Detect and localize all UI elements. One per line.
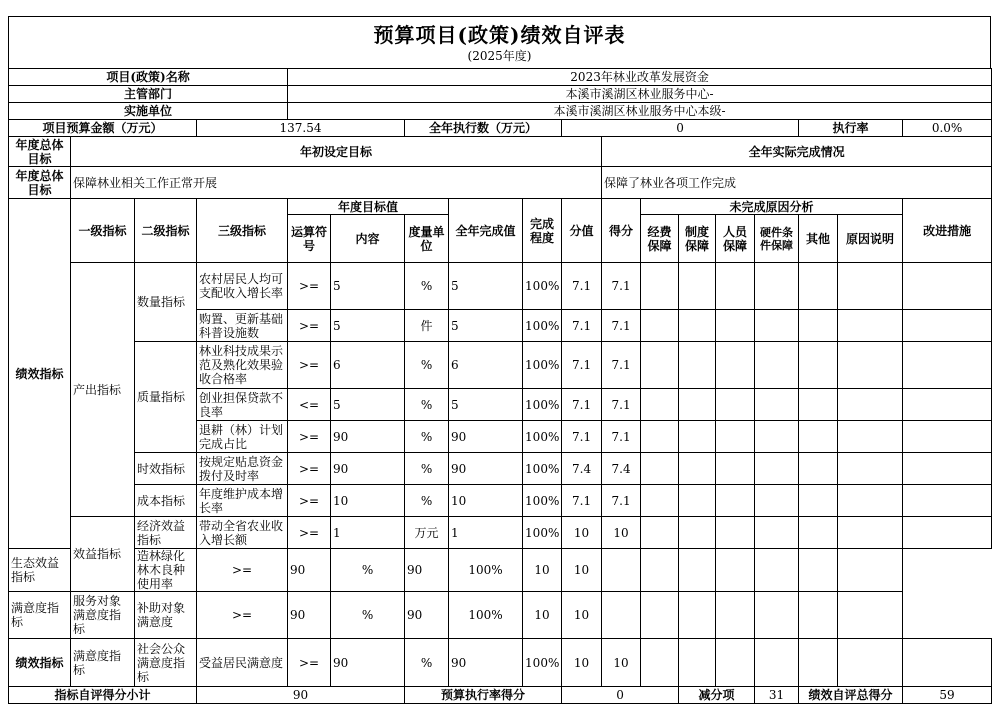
score-value: 7.1 [562,421,602,453]
reason-hardware-cell [755,421,799,453]
reason-note-cell [838,639,903,687]
reason-other-cell [799,453,838,485]
reason-note-cell [838,421,903,453]
content-value: 90 [331,421,405,453]
degree-value: 100% [523,263,562,310]
unit-value: 万元 [405,517,449,549]
reason-other-cell [755,549,799,592]
degree-header: 完成程度 [523,199,562,263]
reason-other-cell [799,310,838,342]
op-value: >= [288,342,331,389]
goal-header-label: 年度总体目标 [9,137,71,167]
unit-value: 本溪市溪湖区林业服务中心本级- [288,103,992,120]
score-value: 10 [523,549,562,592]
actual-value: 5 [449,263,523,310]
degree-value: 100% [523,639,562,687]
got-value: 7.1 [602,389,641,421]
improve-cell [903,342,992,389]
improve-cell [903,485,992,517]
table-row [9,263,992,310]
table-row [9,639,992,687]
reason-system-cell [679,485,716,517]
reason-note-cell [838,310,903,342]
got-header: 得分 [602,199,641,263]
unit-value: % [405,342,449,389]
got-value: 7.1 [602,421,641,453]
improve-cell [903,639,992,687]
reason-system-cell [679,639,716,687]
reason-other-cell [799,389,838,421]
content-value: 90 [288,549,331,592]
improve-header: 改进措施 [903,199,992,263]
target-group-header: 年度目标值 [288,199,449,215]
unit-label: 实施单位 [9,103,288,120]
actual-value: 5 [449,310,523,342]
level3-indicator-name: 林业科技成果示范及熟化效果验收合格率 [197,342,288,389]
table-row [9,517,992,549]
degree-value: 100% [523,389,562,421]
benefit-indicator-label: 效益指标 [71,517,135,592]
level3-indicator-name: 造林绿化林木良种使用率 [135,549,197,592]
perf-indicator-label-2: 绩效指标 [9,639,71,687]
title-box [8,16,991,68]
reason-staff-cell [716,310,755,342]
degree-value: 100% [449,592,523,639]
op-header: 运算符号 [288,215,331,263]
improve-cell [903,389,992,421]
reason-hardware-cell [755,485,799,517]
quality-indicator-label: 质量指标 [135,342,197,453]
actual-value: 90 [449,453,523,485]
unit-value: % [331,549,405,592]
score-value: 10 [562,517,602,549]
reason-system-cell [641,592,679,639]
degree-value: 100% [523,342,562,389]
op-value: >= [197,592,288,639]
op-value: <= [288,389,331,421]
level3-indicator-name: 退耕（林）计划完成占比 [197,421,288,453]
satisfaction-indicator-label-2: 满意度指标 [71,639,135,687]
level3-indicator-name: 购置、更新基础科普设施数 [197,310,288,342]
reason-system-cell [679,421,716,453]
rate-value: 0.0% [903,120,992,137]
reason-hardware-cell [755,389,799,421]
degree-value: 100% [449,549,523,592]
table-row [9,549,992,592]
dept-value: 本溪市溪湖区林业服务中心- [288,86,992,103]
reason-other-header: 其他 [799,215,838,263]
reason-funding-cell [641,485,679,517]
actual-header: 全年完成值 [449,199,523,263]
reason-funding-cell [602,592,641,639]
self-score-value: 90 [197,687,405,704]
reason-system-cell [641,549,679,592]
reason-other-cell [799,342,838,389]
got-value: 7.1 [602,485,641,517]
op-value: >= [288,485,331,517]
reason-system-cell [679,389,716,421]
improve-cell [903,421,992,453]
op-value: >= [288,310,331,342]
budget-label: 项目预算金额（万元） [9,120,197,137]
op-value: >= [288,639,331,687]
unit-header: 度量单位 [405,215,449,263]
content-value: 90 [288,592,331,639]
year-label: (2025年度) [467,49,532,63]
actual-value: 1 [449,517,523,549]
reason-staff-cell [679,592,716,639]
got-value: 7.1 [602,263,641,310]
reason-system-cell [679,310,716,342]
reason-staff-cell [716,517,755,549]
reason-hardware-cell [755,639,799,687]
reason-funding-cell [641,310,679,342]
actual-value: 90 [405,592,449,639]
got-value: 7.1 [602,310,641,342]
score-value: 7.1 [562,485,602,517]
table-row [9,453,992,485]
total-score-label: 绩效自评总得分 [799,687,903,704]
reason-note-cell [838,517,903,549]
initial-goal-text: 保障林业相关工作正常开展 [71,167,602,199]
reason-note-header: 原因说明 [838,215,903,263]
reason-staff-cell [716,263,755,310]
level3-indicator-name: 创业担保贷款不良率 [197,389,288,421]
reason-staff-cell [716,639,755,687]
project-name-label: 项目(政策)名称 [9,69,288,86]
public-satisfaction-label: 社会公众满意度指标 [135,639,197,687]
reason-funding-cell [641,639,679,687]
reason-hardware-cell [755,453,799,485]
initial-goal-header: 年初设定目标 [71,137,602,167]
table-row [9,485,992,517]
reason-staff-cell [679,549,716,592]
actual-goal-header: 全年实际完成情况 [602,137,992,167]
improve-cell [903,263,992,310]
reason-funding-cell [641,517,679,549]
reason-other-cell [799,639,838,687]
content-value: 5 [331,263,405,310]
got-value: 10 [562,549,602,592]
score-header: 分值 [562,199,602,263]
satisfaction-indicator-label: 满意度指标 [9,592,71,639]
reason-system-cell [679,517,716,549]
reason-funding-cell [641,342,679,389]
content-value: 10 [331,485,405,517]
reason-other-cell [755,592,799,639]
reason-note-cell [838,485,903,517]
content-header: 内容 [331,215,405,263]
level3-indicator-name: 受益居民满意度 [197,639,288,687]
level3-indicator-name: 年度维护成本增长率 [197,485,288,517]
score-value: 7.4 [562,453,602,485]
self-score-label: 指标自评得分小计 [9,687,197,704]
degree-value: 100% [523,485,562,517]
reason-hardware-cell [755,342,799,389]
op-value: >= [288,517,331,549]
reason-note-cell [838,453,903,485]
deduct-value: 31 [755,687,799,704]
actual-goal-text: 保障了林业各项工作完成 [602,167,992,199]
reason-staff-cell [716,485,755,517]
degree-value: 100% [523,421,562,453]
evaluation-sheet [8,16,991,704]
unit-value: % [405,639,449,687]
level1-header: 一级指标 [71,199,135,263]
reason-hardware-cell [716,592,755,639]
degree-value: 100% [523,310,562,342]
reason-hardware-cell [755,263,799,310]
score-value: 7.1 [562,310,602,342]
improve-cell [903,310,992,342]
page-title: 预算项目(政策)绩效自评表 [373,23,626,47]
unit-value: % [405,421,449,453]
unit-value: % [405,263,449,310]
reason-note-cell [838,342,903,389]
reason-note-cell [838,263,903,310]
exec-value: 0 [562,120,799,137]
project-name-value: 2023年林业改革发展资金 [288,69,992,86]
reason-note-cell [838,389,903,421]
reason-other-cell [799,517,838,549]
actual-value: 5 [449,389,523,421]
budget-score-value: 0 [562,687,679,704]
actual-value: 90 [449,639,523,687]
reason-hardware-cell [755,310,799,342]
reason-funding-cell [641,389,679,421]
economic-benefit-label: 经济效益指标 [135,517,197,549]
ecological-benefit-label: 生态效益指标 [9,549,71,592]
score-value: 7.1 [562,389,602,421]
table-row [9,592,992,639]
improve-cell [838,549,903,592]
reason-funding-cell [641,421,679,453]
budget-score-label: 预算执行率得分 [405,687,562,704]
level3-indicator-name: 按规定贴息资金拨付及时率 [197,453,288,485]
reason-other-cell [799,263,838,310]
reason-hardware-cell [755,517,799,549]
improve-cell [838,592,903,639]
reasons-group-header: 未完成原因分析 [641,199,903,215]
evaluation-table [8,68,992,704]
reason-staff-cell [716,389,755,421]
op-value: >= [288,263,331,310]
budget-value: 137.54 [197,120,405,137]
reason-other-cell [799,421,838,453]
degree-value: 100% [523,453,562,485]
reason-funding-cell [641,263,679,310]
footer-row [9,687,992,704]
quantity-indicator-label: 数量指标 [135,263,197,342]
score-value: 7.1 [562,263,602,310]
unit-value: % [405,453,449,485]
content-value: 5 [331,310,405,342]
content-value: 6 [331,342,405,389]
level3-header: 三级指标 [197,199,288,263]
content-value: 90 [331,453,405,485]
improve-cell [903,453,992,485]
unit-value: % [331,592,405,639]
unit-value: % [405,485,449,517]
reason-hardware-header: 硬件条件保障 [755,215,799,263]
reason-hardware-cell [716,549,755,592]
unit-value: 件 [405,310,449,342]
goal-row-label: 年度总体目标 [9,167,71,199]
reason-staff-cell [716,342,755,389]
dept-label: 主管部门 [9,86,288,103]
op-value: >= [288,421,331,453]
reason-note-cell [799,549,838,592]
reason-system-cell [679,342,716,389]
output-indicator-label: 产出指标 [71,263,135,517]
reason-funding-cell [602,549,641,592]
content-value: 1 [331,517,405,549]
got-value: 10 [602,639,641,687]
level2-header: 二级指标 [135,199,197,263]
reason-staff-cell [716,421,755,453]
reason-system-cell [679,453,716,485]
total-score-value: 59 [903,687,992,704]
actual-value: 90 [405,549,449,592]
exec-label: 全年执行数（万元） [405,120,562,137]
actual-value: 90 [449,421,523,453]
reason-system-header: 制度保障 [679,215,716,263]
reason-other-cell [799,485,838,517]
level3-indicator-name: 补助对象满意度 [135,592,197,639]
reason-staff-cell [716,453,755,485]
score-value: 7.1 [562,342,602,389]
reason-funding-header: 经费保障 [641,215,679,263]
actual-value: 10 [449,485,523,517]
level3-indicator-name: 带动全省农业收入增长额 [197,517,288,549]
degree-value: 100% [523,517,562,549]
score-value: 10 [562,639,602,687]
cost-indicator-label: 成本指标 [135,485,197,517]
content-value: 5 [331,389,405,421]
deduct-label: 减分项 [679,687,755,704]
unit-value: % [405,389,449,421]
got-value: 7.4 [602,453,641,485]
op-value: >= [288,453,331,485]
service-satisfaction-label: 服务对象满意度指标 [71,592,135,639]
level3-indicator-name: 农村居民人均可支配收入增长率 [197,263,288,310]
reason-funding-cell [641,453,679,485]
improve-cell [903,517,992,549]
table-row [9,342,992,389]
actual-value: 6 [449,342,523,389]
timeliness-indicator-label: 时效指标 [135,453,197,485]
reason-system-cell [679,263,716,310]
got-value: 10 [562,592,602,639]
op-value: >= [197,549,288,592]
got-value: 7.1 [602,342,641,389]
reason-staff-header: 人员保障 [716,215,755,263]
score-value: 10 [523,592,562,639]
rate-label: 执行率 [799,120,903,137]
reason-note-cell [799,592,838,639]
perf-indicator-label: 绩效指标 [9,199,71,549]
content-value: 90 [331,639,405,687]
got-value: 10 [602,517,641,549]
